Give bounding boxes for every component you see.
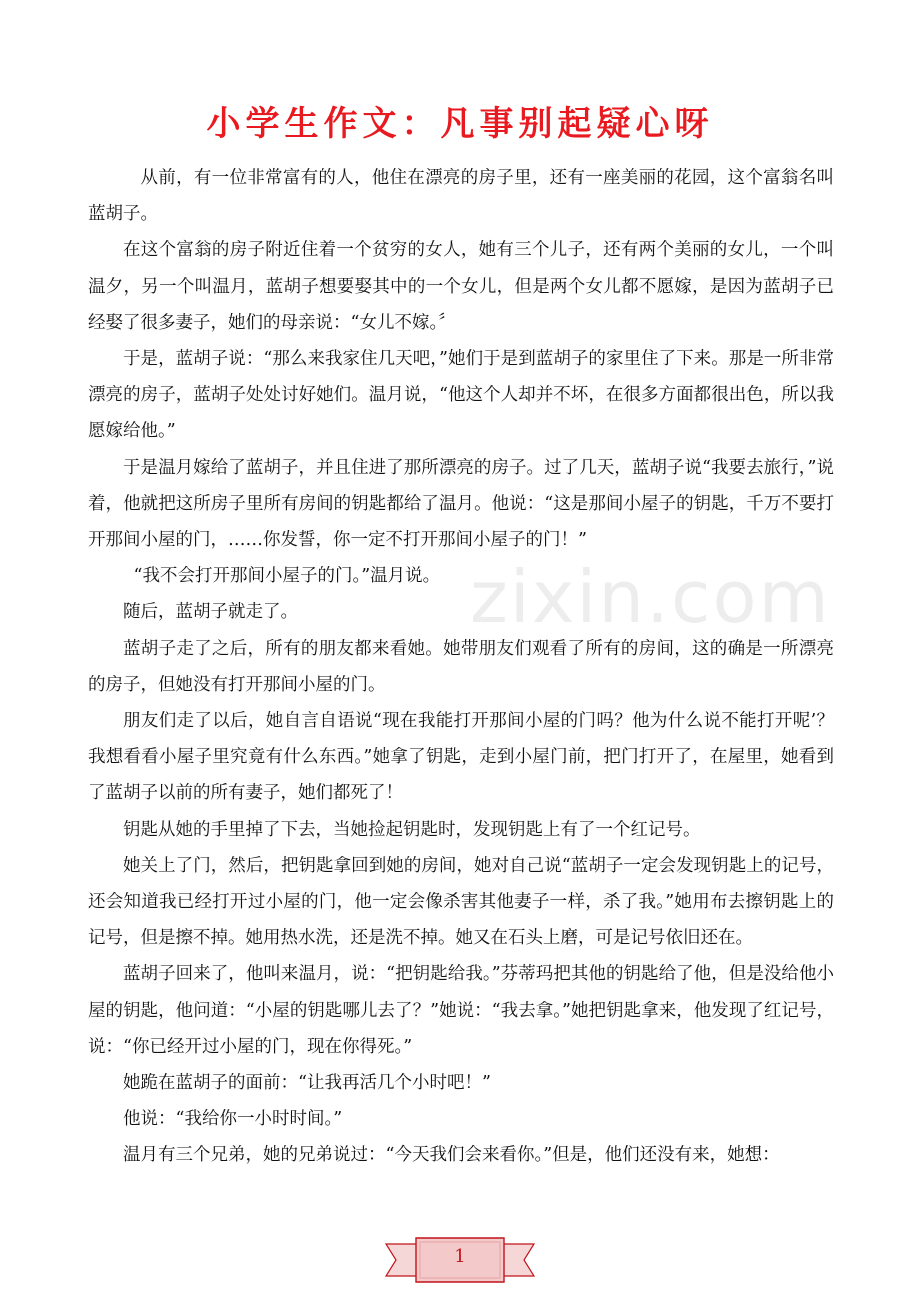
paragraph: 她跪在蓝胡子的面前：“让我再活几个小时吧！”: [123, 1073, 491, 1094]
page-number: 1: [454, 1246, 466, 1267]
paragraph: “我不会打开那间小屋子的门。”温月说。: [133, 566, 441, 587]
page-number-badge: [380, 1232, 540, 1288]
paragraph: 蓝胡子回来了，他叫来温月，说：“把钥匙给我。”芬蒂玛把其他的钥匙给了他，但是没给他小屋的钥匙，他问道：“小屋的钥匙哪儿去了？”她说：“我去拿。”她把钥匙拿来，他发现了红记号，说：“你已经开过小屋的门，现在你得死。”: [88, 964, 834, 1057]
document-body: [88, 160, 834, 1174]
paragraph: 她关上了门，然后，把钥匙拿回到她的房间，她对自己说“蓝胡子一定会发现钥匙上的记号，还会知道我已经打开过小屋的门，他一定会像杀害其他妻子一样，杀了我。”她用布去擦钥匙上的记号，但是擦不掉。她用热水洗，还是洗不掉。她又在石头上磨，可是记号依旧还在。: [88, 855, 834, 949]
paragraph: 在这个富翁的房子附近住着一个贫穷的女人，她有三个儿子，还有两个美丽的女儿，一个叫温夕，另一个叫温月，蓝胡子想要娶其中的一个女儿，但是两个女儿都不愿嫁，是因为蓝胡子已经娶了很多妻子，她们的母亲说：“女儿不嫁。〞: [88, 240, 834, 333]
paragraph: 温月有三个兄弟，她的兄弟说过：“今天我们会来看你。”但是，他们还没有来，她想：: [123, 1145, 780, 1166]
paragraph: 钥匙从她的手里掉了下去，当她捡起钥匙时，发现钥匙上有了一个红记号。: [123, 819, 701, 840]
paragraph: 从前，有一位非常富有的人，他住在漂亮的房子里，还有一座美丽的花园，这个富翁名叫蓝胡子。: [88, 168, 834, 225]
paragraph: 他说：“我给你一小时时间。”: [123, 1109, 343, 1130]
watermark: zixin.com: [470, 555, 831, 639]
paragraph: 随后，蓝胡子就走了。: [123, 602, 298, 623]
paragraph: 于是，蓝胡子说：“那么来我家住几天吧，”她们于是到蓝胡子的家里住了下来。那是一所非常漂亮的房子，蓝胡子处处讨好她们。温月说，“他这个人却并不坏，在很多方面都很出色，所以我愿嫁给他。”: [88, 349, 834, 442]
paragraph: 于是温月嫁给了蓝胡子，并且住进了那所漂亮的房子。过了几天，蓝胡子说“我要去旅行，”说着，他就把这所房子里所有房间的钥匙都给了温月。他说：“这是那间小屋子的钥匙，千万不要打开那间小屋的门，……你发誓，你一定不打开那间小屋子的门！”: [88, 457, 834, 551]
paragraph: 蓝胡子走了之后，所有的朋友都来看她。她带朋友们观看了所有的房间，这的确是一所漂亮的房子，但她没有打开那间小屋的门。: [88, 638, 834, 695]
paragraph: 朋友们走了以后，她自言自语说“现在我能打开那间小屋的门吗？他为什么说不能打开呢’？我想看看小屋子里究竟有什么东西。”她拿了钥匙，走到小屋门前，把门打开了，在屋里，她看到了蓝胡子以前的所有妻子，她们都死了！: [88, 711, 834, 804]
document-title: 小学生作文：凡事别起疑心呀: [206, 104, 714, 144]
